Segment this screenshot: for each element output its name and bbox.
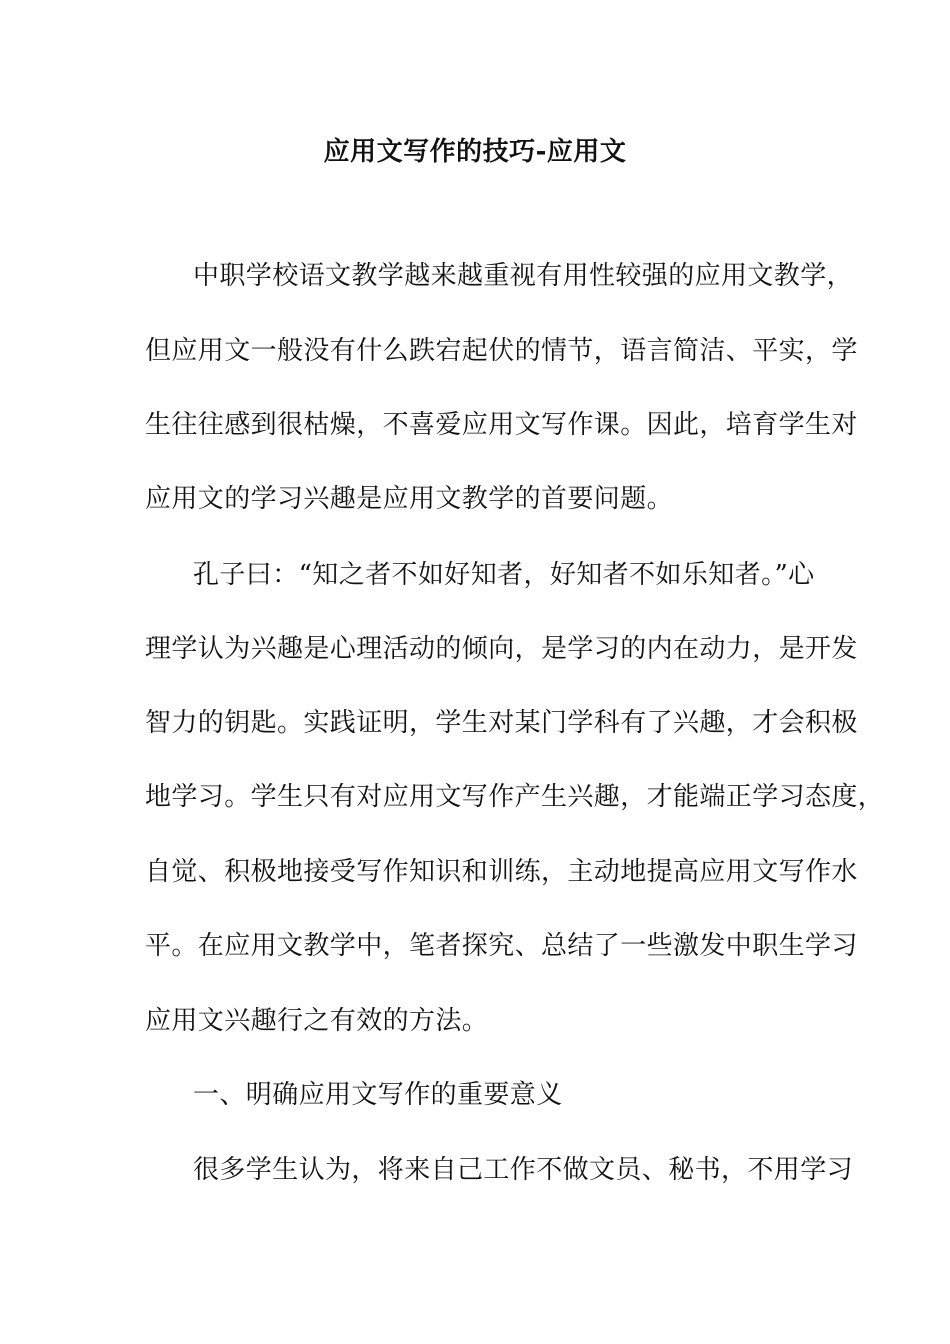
document-title: 应用文写作的技巧-应用文	[323, 137, 627, 167]
paragraph-line: 很多学生认为，将来自己工作不做文员、秘书，不用学习	[193, 1155, 854, 1185]
paragraph-line: 平。在应用文教学中，笔者探究、总结了一些激发中职生学习	[145, 931, 858, 961]
section-heading: 一、明确应用文写作的重要意义	[193, 1080, 563, 1110]
paragraph-line: 地学习。学生只有对应用文写作产生兴趣，才能端正学习态度，	[145, 782, 885, 812]
paragraph-line: 应用文兴趣行之有效的方法。	[145, 1006, 489, 1036]
paragraph-line: 智力的钥匙。实践证明，学生对某门学科有了兴趣，才会积极	[145, 708, 858, 738]
paragraph-line: 自觉、积极地接受写作知识和训练，主动地提高应用文写作水	[145, 857, 858, 887]
paragraph-line: 中职学校语文教学越来越重视有用性较强的应用文教学，	[193, 261, 854, 291]
paragraph-line: 应用文的学习兴趣是应用文教学的首要问题。	[145, 484, 674, 514]
paragraph-line: 理学认为兴趣是心理活动的倾向，是学习的内在动力，是开发	[145, 634, 858, 664]
paragraph-line: 孔子曰：“知之者不如好知者，好知者不如乐知者。”心	[193, 560, 815, 590]
paragraph-line: 但应用文一般没有什么跌宕起伏的情节，语言简洁、平实，学	[145, 336, 858, 366]
paragraph-line: 生往往感到很枯燥，不喜爱应用文写作课。因此，培育学生对	[145, 410, 858, 440]
